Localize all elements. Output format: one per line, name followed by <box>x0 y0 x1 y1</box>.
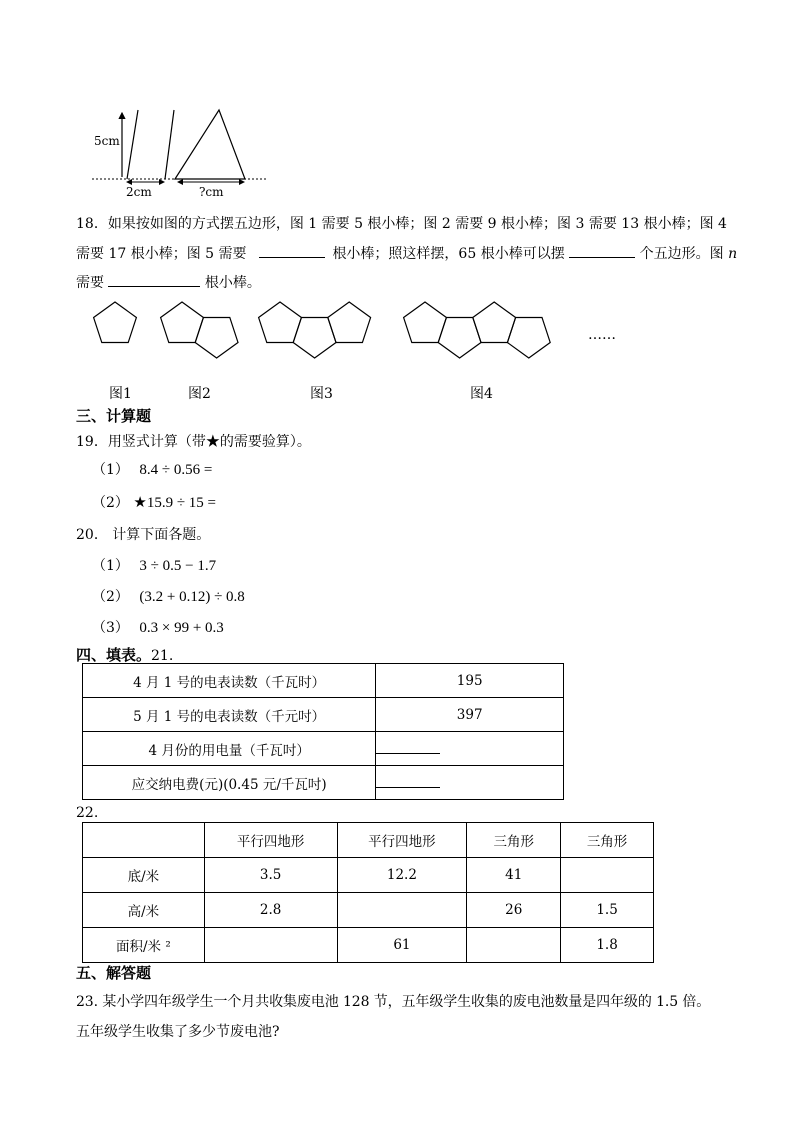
q18-line2-part-a: 需要 17 根小棒；图 5 需要 <box>76 246 247 262</box>
q20-item-2-expr: (3.2 + 0.12) ÷ 0.8 <box>139 589 245 605</box>
ellipsis: …… <box>588 327 616 343</box>
table-cell: 26 <box>467 893 561 928</box>
base-label-unknown: ?cm <box>199 185 224 199</box>
electricity-table <box>82 663 564 800</box>
triangle-shape <box>175 110 245 179</box>
q20-item-2 <box>92 586 245 606</box>
table-row <box>83 858 654 893</box>
q20-item-1-expr: 3 ÷ 0.5 − 1.7 <box>139 558 217 574</box>
section5-heading: 五、解答题 <box>76 964 152 982</box>
table-row <box>83 698 564 732</box>
fig1-pentagon <box>94 302 137 343</box>
variable-n: n <box>728 246 738 262</box>
fig-label-1: 图1 <box>109 386 132 402</box>
height-label: 5cm <box>94 134 120 148</box>
q20-item-3-expr: 0.3 × 99 + 0.3 <box>139 620 224 636</box>
table-row <box>83 928 654 963</box>
fee-answer-cell[interactable] <box>376 766 564 800</box>
table-cell: 面积/米 ² <box>83 928 205 963</box>
table-cell: 12.2 <box>337 858 467 893</box>
q20-item-3 <box>92 617 224 637</box>
table-row <box>83 732 564 766</box>
q19-title: 19．用竖式计算（带★的需要验算）。 <box>76 434 311 450</box>
section4-heading <box>76 644 173 665</box>
section4-label: 四、填表。 <box>76 646 152 664</box>
q20-item-1-no: （1） <box>92 558 129 574</box>
table-row <box>83 664 564 698</box>
table-cell: 41 <box>467 858 561 893</box>
table-header-cell: 平行四地形 <box>337 823 467 858</box>
q23-line2: 五年级学生收集了多少节废电池? <box>76 1024 280 1040</box>
table-header-row <box>83 823 654 858</box>
answer-blank-fee[interactable] <box>376 773 440 788</box>
q19-item-2 <box>92 492 216 512</box>
answer-blank-pentagons[interactable] <box>569 243 635 258</box>
q19-item-2-no: （2） <box>92 495 129 511</box>
base-label-2cm: 2cm <box>126 185 152 199</box>
q19-item-2-expr: ★15.9 ÷ 15 = <box>133 495 217 511</box>
table-header-cell: 三角形 <box>467 823 561 858</box>
table-header-cell <box>83 823 205 858</box>
table-cell: 高/米 <box>83 893 205 928</box>
triangle-figure <box>88 105 278 200</box>
table-cell: 5 月 1 号的电表读数（千元吋） <box>83 698 376 732</box>
fig-label-3: 图3 <box>310 386 333 402</box>
table-cell: 4 月份的用电量（千瓦吋） <box>83 732 376 766</box>
table-cell: 1.8 <box>561 928 654 963</box>
parallelogram-right-side <box>165 110 174 179</box>
table-cell: 底/米 <box>83 858 205 893</box>
q19-item-1 <box>92 459 212 479</box>
table-cell: 61 <box>337 928 467 963</box>
table-cell <box>561 858 654 893</box>
shapes-table <box>82 822 654 963</box>
table-cell: 397 <box>376 698 564 732</box>
table-cell <box>204 928 337 963</box>
fig2-pentagon-2 <box>195 318 238 359</box>
table-row <box>83 893 654 928</box>
q20-title: 20． 计算下面各题。 <box>76 527 211 543</box>
q18-line3-part-a: 需要 <box>76 275 104 291</box>
fig-label-2: 图2 <box>188 386 211 402</box>
q18-line3 <box>76 272 261 292</box>
q19-item-1-expr: 8.4 ÷ 0.56 = <box>139 462 213 478</box>
table-header-cell: 平行四地形 <box>204 823 337 858</box>
q23-line1: 23. 某小学四年级学生一个月共收集废电池 128 节，五年级学生收集的废电池数量是四年级的 1.5 倍。 <box>76 994 711 1010</box>
answer-blank-fig-n[interactable] <box>108 272 200 287</box>
q20-item-1 <box>92 555 216 575</box>
q22-number: 22. <box>76 805 99 821</box>
table-cell: 应交纳电费(元)(0.45 元/千瓦吋) <box>83 766 376 800</box>
fig-label-4: 图4 <box>470 386 493 402</box>
fig4-pentagon-4 <box>507 318 550 359</box>
table-cell <box>337 893 467 928</box>
section3-heading: 三、计算题 <box>76 407 152 425</box>
table-cell <box>467 928 561 963</box>
table-cell: 4 月 1 号的电表读数（千瓦时） <box>83 664 376 698</box>
table-cell: 1.5 <box>561 893 654 928</box>
q19-item-1-no: （1） <box>92 462 129 478</box>
table-cell: 195 <box>376 664 564 698</box>
q20-item-3-no: （3） <box>92 620 129 636</box>
usage-answer-cell[interactable] <box>376 732 564 766</box>
q18-line3-part-b: 根小棒。 <box>204 275 261 291</box>
q20-item-2-no: （2） <box>92 589 129 605</box>
fig3-pentagon-3 <box>328 302 371 343</box>
parallelogram-left-side <box>127 110 138 179</box>
pentagon-figures <box>88 296 568 366</box>
table-cell: 2.8 <box>204 893 337 928</box>
table-cell: 3.5 <box>204 858 337 893</box>
q21-number: 21. <box>151 648 174 664</box>
table-header-cell: 三角形 <box>561 823 654 858</box>
answer-blank-fig5[interactable] <box>259 243 325 258</box>
q18-line2 <box>76 243 737 263</box>
q18-line2-part-b: 根小棒；照这样摆，65 根小棒可以摆 <box>332 246 565 262</box>
answer-blank-usage[interactable] <box>376 739 440 754</box>
table-row <box>83 766 564 800</box>
q18-line1: 18．如果按如图的方式摆五边形，图 1 需要 5 根小棒；图 2 需要 9 根小棒；图 3 需要 13 根小棒；图 4 <box>76 216 727 232</box>
q18-line2-part-c: 个五边形。图 <box>639 246 724 262</box>
